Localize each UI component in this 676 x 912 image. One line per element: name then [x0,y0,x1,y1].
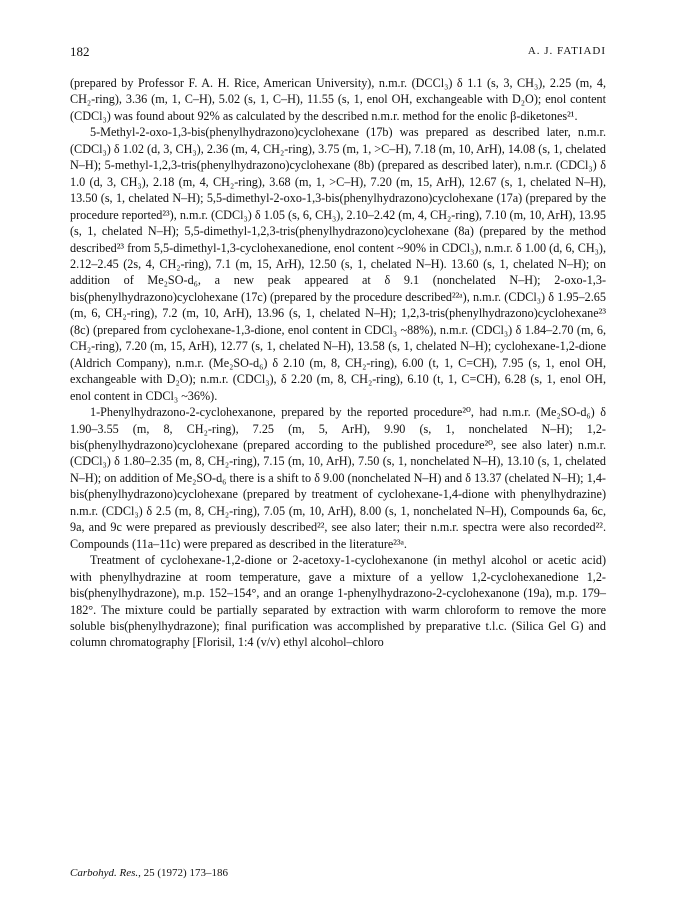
journal-footer [70,867,228,879]
journal-volume: 25 (1972) 173–186 [143,867,228,879]
page-number: 182 [70,44,90,59]
paragraph-2: 5-Methyl-2-oxo-1,3-bis(phenylhydrazono)cyclohexane (17b) was prepared as described later, n.m.r. (CDCl₃) δ 1.02 (d, 3, CH₃), 2.36 (m, 4, CH₂-ring), 3.75 (m, 1, >C–H), 7.18 (m, 10, ArH), 14.08 (s, 1, chelated N–H); 5-methyl-1,2,3-tris(phenylhydrazono)cyclohexane (8b) (prepared as described later), n.m.r. (CDCl₃) δ 1.0 (d, 3, CH₃), 2.18 (m, 4, CH₂-ring), 3.68 (m, 1, >C–H), 7.20 (m, 15, ArH), 12.67 (s, 1, chelated N–H), 13.50 (s, 1, chelated N–H); 5,5-dimethyl-2-oxo-1,3-bis(phenylhydrazono)cyclohexane (17a) (prepared by the procedure reported²³), n.m.r. (CDCl₃) δ 1.05 (s, 6, CH₃), 2.10–2.42 (m, 4, CH₂-ring), 7.10 (m, 10, ArH), 13.95 (s, 1, chelated N–H); 5,5-dimethyl-1,2,3-tris(phenylhydrazono)cyclohexane (8a) (prepared by the method described²³ from 5,5-dimethyl-1,3-cyclohexanedione, enol content ~90% in CDCl₃), n.m.r. δ 1.00 (d, 6, CH₃), 2.12–2.45 (2s, 4, CH₂-ring), 7.1 (m, 15, ArH), 12.50 (s, 1, chelated N–H). 13.60 (s, 1, chelated N–H); on addition of Me₂SO-d₆, a new peak appeared at δ 9.1 (nonchelated N–H); 2-oxo-1,3-bis(phenylhydrazono)cyclohexane (17c) (prepared by the procedure described²²ᵃ), n.m.r. (CDCl₃) δ 1.95–2.65 (m, 6, CH₂-ring), 7.2 (m, 10, ArH), 13.96 (s, 1, chelated N–H); 1,2,3-tris(phenylhydrazono)cyclohexane²³ (8c) (prepared from cyclohexane-1,3-dione, enol content in CDCl₃ ~88%), n.m.r. (CDCl₃) δ 1.84–2.70 (m, 6, CH₂-ring), 7.20 (m, 15, ArH), 12.77 (s, 1, chelated N–H), 13.58 (s, 1, chelated N–H); cyclohexane-1,2-dione (Aldrich Company), n.m.r. (Me₂SO-d₆) δ 2.10 (m, 8, CH₂-ring), 6.00 (t, 1, C=CH), 7.95 (s, 1, enol OH, exchangeable with D₂O); n.m.r. (CDCl₃), δ 2.20 (m, 8, CH₂-ring), 6.10 (t, 1, C=CH), 6.28 (s, 1, enol OH, enol content in CDCl₃ ~36%). [70,125,606,403]
running-head: A. J. FATIADI [527,45,606,57]
journal-name: Carbohyd. Res., [70,867,141,879]
paragraph-1: (prepared by Professor F. A. H. Rice, American University), n.m.r. (DCCl₃) δ 1.1 (s, 3, CH₃), 2.25 (m, 4, CH₂-ring), 3.36 (m, 1, C–H), 5.02 (s, 1, C–H), 11.55 (s, 1, enol OH, exchangeable with D₂O); enol content (CDCl₃) was found about 92% as calculated by the described n.m.r. method for the enolic β-diketones²¹. [70,76,606,123]
paragraph-4: Treatment of cyclohexane-1,2-dione or 2-acetoxy-1-cyclohexanone (in methyl alcohol or acetic acid) with phenylhydrazine at room temperature, gave a mixture of a yellow 1,2-cyclohexanedione 1,2-bis(phenylhydrazone), m.p. 152–154°, and an orange 1-phenylhydrazono-2-cyclohexanone (19a), m.p. 179–182°. The mixture could be partially separated by extraction with warm chloroform to remove the more soluble bis(phenylhydrazone); final purification was accomplished by preparative t.l.c. (Silica Gel G) and column chromatography [Florisil, 1:4 (v/v) ethyl alcohol–chloro [70,553,606,650]
body-text [70,75,606,651]
paragraph-3: 1-Phenylhydrazono-2-cyclohexanone, prepared by the reported procedure²⁰, had n.m.r. (Me₂SO-d₆) δ 1.90–3.55 (m, 8, CH₂-ring), 7.25 (m, 5, ArH), 9.90 (s, 1, nonchelated N–H); 1,2-bis(phenylhydrazono)cyclohexane (prepared according to the published procedure²⁰, see also later) n.m.r. (CDCl₃) δ 1.80–2.35 (m, 8, CH₂-ring), 7.15 (m, 10, ArH), 7.50 (s, 1, nonchelated N–H), 13.10 (s, 1, chelated N–H); on addition of Me₂SO-d₆ there is a shift to δ 9.00 (nonchelated N–H) and δ 13.37 (chelated N–H); 1,4-bis(phenylhydrazono)cyclohexane (prepared by treatment of cyclohexane-1,4-dione with phenylhydrazine) n.m.r. (CDCl₃) δ 2.5 (m, 8, CH₂-ring), 7.05 (m, 10, ArH), 8.00 (s, 1, nonchelated N–H), Compounds 6a, 6c, 9a, and 9c were prepared as previously described²², see also later; their n.m.r. spectra were also recorded²². Compounds (11a–11c) were prepared as described in the literature²³ᵃ. [70,405,606,551]
